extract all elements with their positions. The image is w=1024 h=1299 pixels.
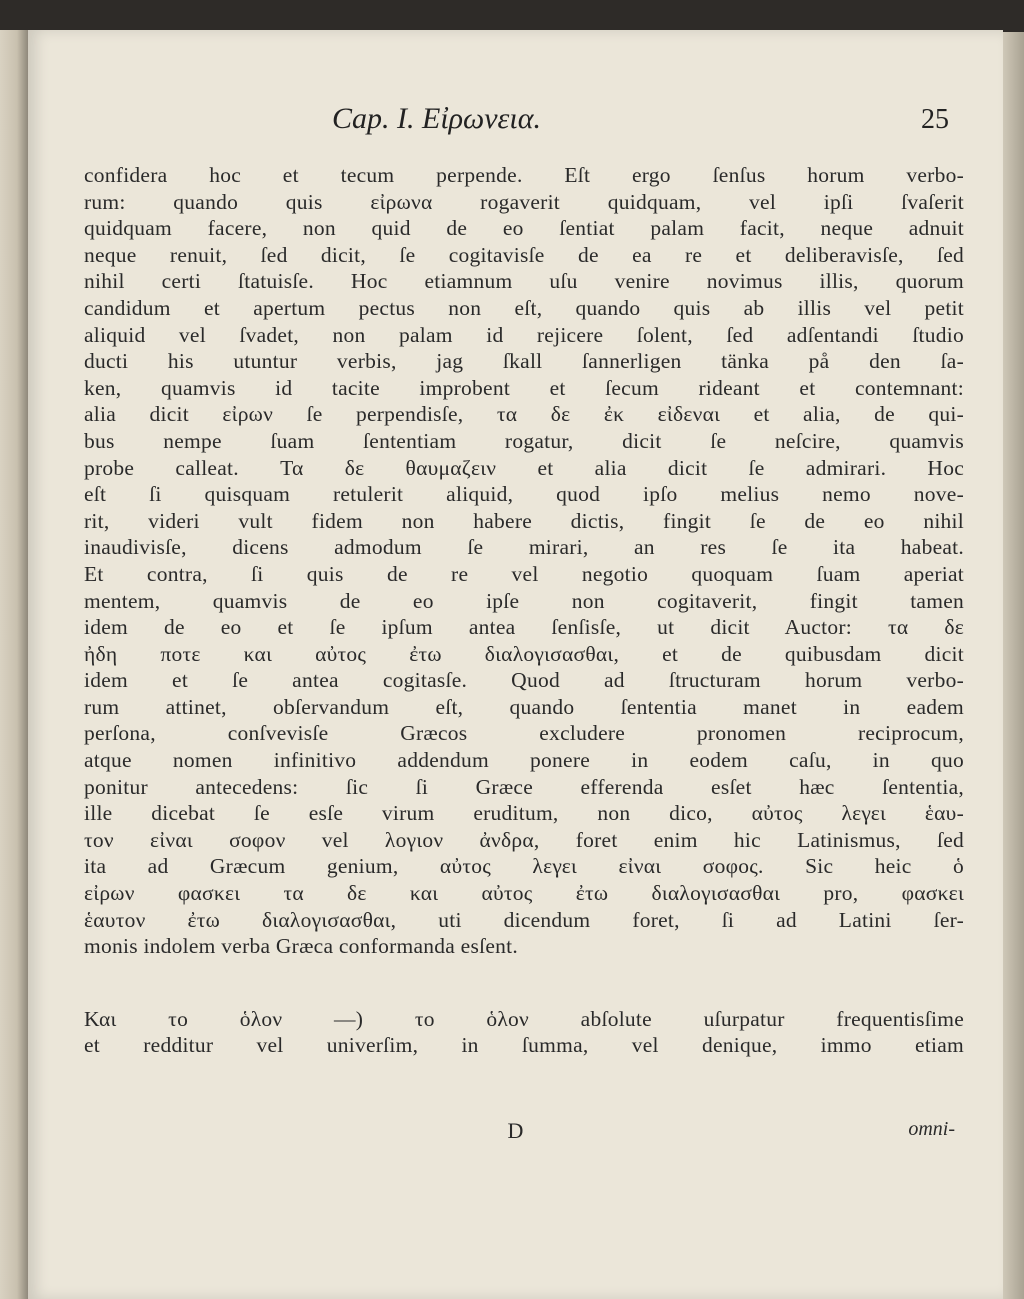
page-header [28,100,1003,150]
text-line: rum: quando quis εἰρωνα rogaverit quidquam, vel ipſi ſvaſerit [84,189,964,214]
text-line: idem et ſe antea cogitasſe. Quod ad ſtructuram horum verbo- [84,668,964,693]
text-line: ἠδη ποτε και αὐτος ἐτω διαλογισασθαι, et de quibusdam dicit [84,641,964,666]
text-line: nihil certi ſtatuisſe. Hoc etiamnum uſu venire novimus illis, quorum [84,269,964,294]
text-line: mentem, quamvis de eo ipſe non cogitaverit, fingit tamen [84,588,964,613]
text-line: ducti his utuntur verbis, jag ſkall ſannerligen tänka på den ſa- [84,349,964,374]
page-number: 25 [921,104,949,135]
text-line: inaudivisſe, dicens admodum ſe mirari, an res ſe ita habeat. [84,535,964,560]
text-line: quidquam facere, non quid de eo ſentiat palam facit, neque adnuit [84,216,964,241]
text-line: ita ad Græcum genium, αὐτος λεγει εἰναι σοφος. Sic heic ὁ [84,854,964,879]
catchword: omni- [908,1118,955,1140]
body-text [84,162,964,1059]
text-line: ken, quamvis id tacite improbent et ſecum rideant et contemnant: [84,375,964,400]
note-paragraph [84,1006,964,1059]
text-line: rum attinet, obſervandum eſt, quando ſententia manet in eadem [84,694,964,719]
text-line: eſt ſi quisquam retulerit aliquid, quod ipſo melius nemo nove- [84,482,964,507]
text-line: atque nomen infinitivo addendum ponere in eodem caſu, in quo [84,748,964,773]
book-page [28,30,1003,1299]
text-line: monis indolem verba Græca conformanda esſent. [84,934,518,959]
text-line: candidum et apertum pectus non eſt, quando quis ab illis vel petit [84,295,964,320]
text-line: ponitur antecedens: ſic ſi Græce efferenda esſet hæc ſententia, [84,774,964,799]
text-line: ἑαυτον ἐτω διαλογισασθαι, uti dicendum foret, ſi ad Latini ſer- [84,907,964,932]
text-line: bus nempe ſuam ſententiam rogatur, dicit ſe neſcire, quamvis [84,428,964,453]
signature-mark: D [507,1118,524,1143]
text-line: rit, videri vult fidem non habere dictis, fingit ſe de eo nihil [84,508,964,533]
running-head: Cap. I. Εἰρωνεια. [332,102,541,135]
text-line: εἰρων φασκει τα δε και αὐτος ἐτω διαλογισασθαι pro, φασκει [84,881,964,906]
text-line: τον εἰναι σοφον vel λογιον ἀνδρα, foret enim hic Latinismus, ſed [84,827,964,852]
text-line: neque renuit, ſed dicit, ſe cogitavisſe de ea re et deliberavisſe, ſed [84,242,964,267]
main-paragraph [84,162,964,960]
text-line: perſona, conſvevisſe Græcos excludere pronomen reciprocum, [84,721,964,746]
text-line: ille dicebat ſe esſe virum eruditum, non dico, αὐτος λεγει ἑαυ- [84,801,964,826]
text-line: Et contra, ſi quis de re vel negotio quoquam ſuam aperiat [84,561,964,586]
text-line: alia dicit εἰρων ſe perpendisſe, τα δε ἐκ εἰδεναι et alia, de qui- [84,402,964,427]
text-line: Και το ὁλον —) το ὁλον abſolute uſurpatur frequentisſime [84,1006,964,1031]
text-line: probe calleat. Τα δε θαυμαζειν et alia dicit ſe admirari. Hoc [84,455,964,480]
facing-page-edge [0,30,28,1299]
text-line: aliquid vel ſvadet, non palam id rejicere ſolent, ſed adſentandi ſtudio [84,322,964,347]
text-line: confidera hoc et tecum perpende. Eſt ergo ſenſus horum verbo- [84,163,964,187]
text-line: idem de eo et ſe ipſum antea ſenſisſe, ut dicit Auctor: τα δε [84,615,964,640]
paragraph-gap [84,960,964,1006]
page-block-edge [1003,32,1024,1299]
text-line: et redditur vel univerſim, in ſumma, vel denique, immo etiam [84,1033,964,1058]
